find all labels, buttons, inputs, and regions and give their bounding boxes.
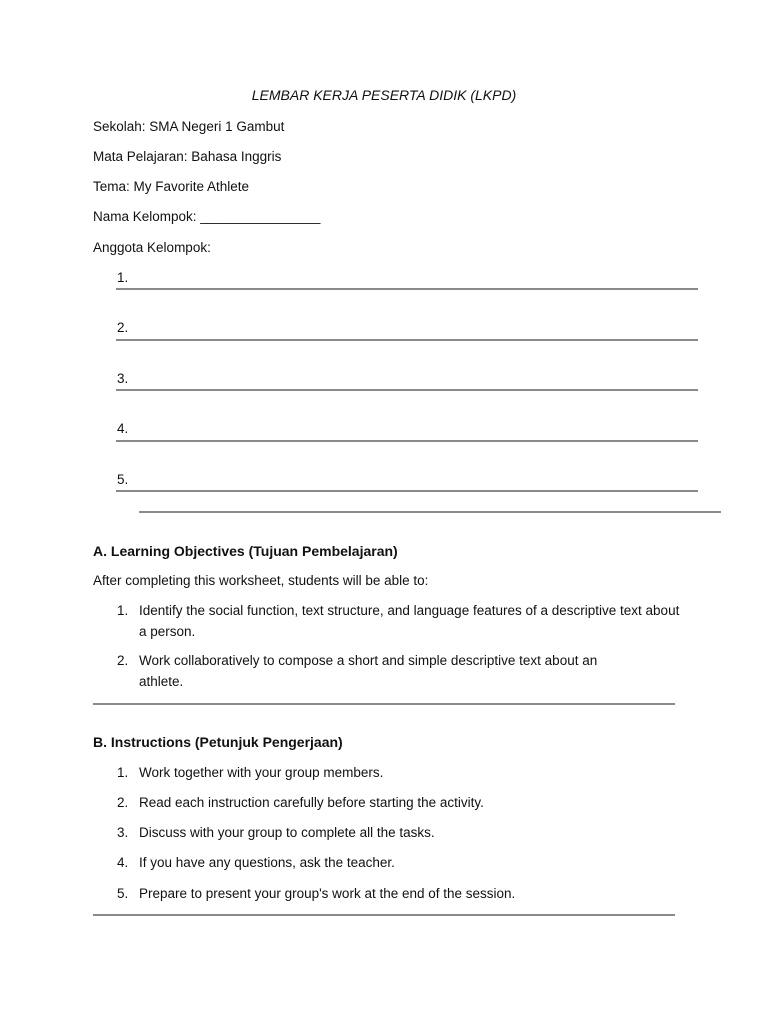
school-field: Sekolah: SMA Negeri 1 Gambut bbox=[93, 119, 285, 134]
list-item-number: 1. bbox=[117, 603, 129, 618]
member-number: 2. bbox=[117, 320, 129, 335]
list-item-number: 1. bbox=[117, 765, 129, 780]
member-blank-line bbox=[116, 288, 698, 290]
list-item-number: 3. bbox=[117, 825, 129, 840]
divider bbox=[93, 914, 675, 916]
section-b-title: B. Instructions (Petunjuk Pengerjaan) bbox=[93, 734, 343, 750]
member-number: 5. bbox=[117, 472, 129, 487]
divider bbox=[93, 703, 675, 705]
list-item-number: 2. bbox=[117, 795, 129, 810]
member-blank-line bbox=[116, 490, 698, 492]
theme-field: Tema: My Favorite Athlete bbox=[93, 179, 250, 194]
list-item: Work together with your group members. bbox=[139, 765, 384, 780]
list-item: Read each instruction carefully before starting the activity. bbox=[139, 795, 484, 810]
member-blank-line bbox=[116, 440, 698, 442]
list-item: Discuss with your group to complete all the tasks. bbox=[139, 825, 435, 840]
subject-field: Mata Pelajaran: Bahasa Inggris bbox=[93, 149, 282, 164]
member-number: 1. bbox=[117, 270, 129, 285]
member-number: 4. bbox=[117, 421, 129, 436]
section-a-intro: After completing this worksheet, students will be able to: bbox=[93, 573, 429, 588]
list-item: Identify the social function, text structure, and language features of a descriptive text about a person. bbox=[139, 603, 680, 639]
list-item: Work collaboratively to compose a short and simple descriptive text about an athlete. bbox=[139, 653, 598, 689]
members-label: Anggota Kelompok: bbox=[93, 240, 211, 255]
member-blank-line bbox=[116, 389, 698, 391]
member-number: 3. bbox=[117, 371, 129, 386]
section-a-title: A. Learning Objectives (Tujuan Pembelajaran) bbox=[93, 543, 398, 559]
divider bbox=[139, 511, 721, 513]
list-item-number: 4. bbox=[117, 855, 129, 870]
list-item: If you have any questions, ask the teacher. bbox=[139, 855, 395, 870]
list-item: Prepare to present your group's work at the end of the session. bbox=[139, 886, 516, 901]
list-item-number: 5. bbox=[117, 886, 129, 901]
page-title: LEMBAR KERJA PESERTA DIDIK (LKPD) bbox=[251, 87, 517, 103]
member-blank-line bbox=[116, 339, 698, 341]
list-item-number: 2. bbox=[117, 653, 129, 668]
group-name-field: Nama Kelompok: ________________ bbox=[93, 209, 321, 224]
